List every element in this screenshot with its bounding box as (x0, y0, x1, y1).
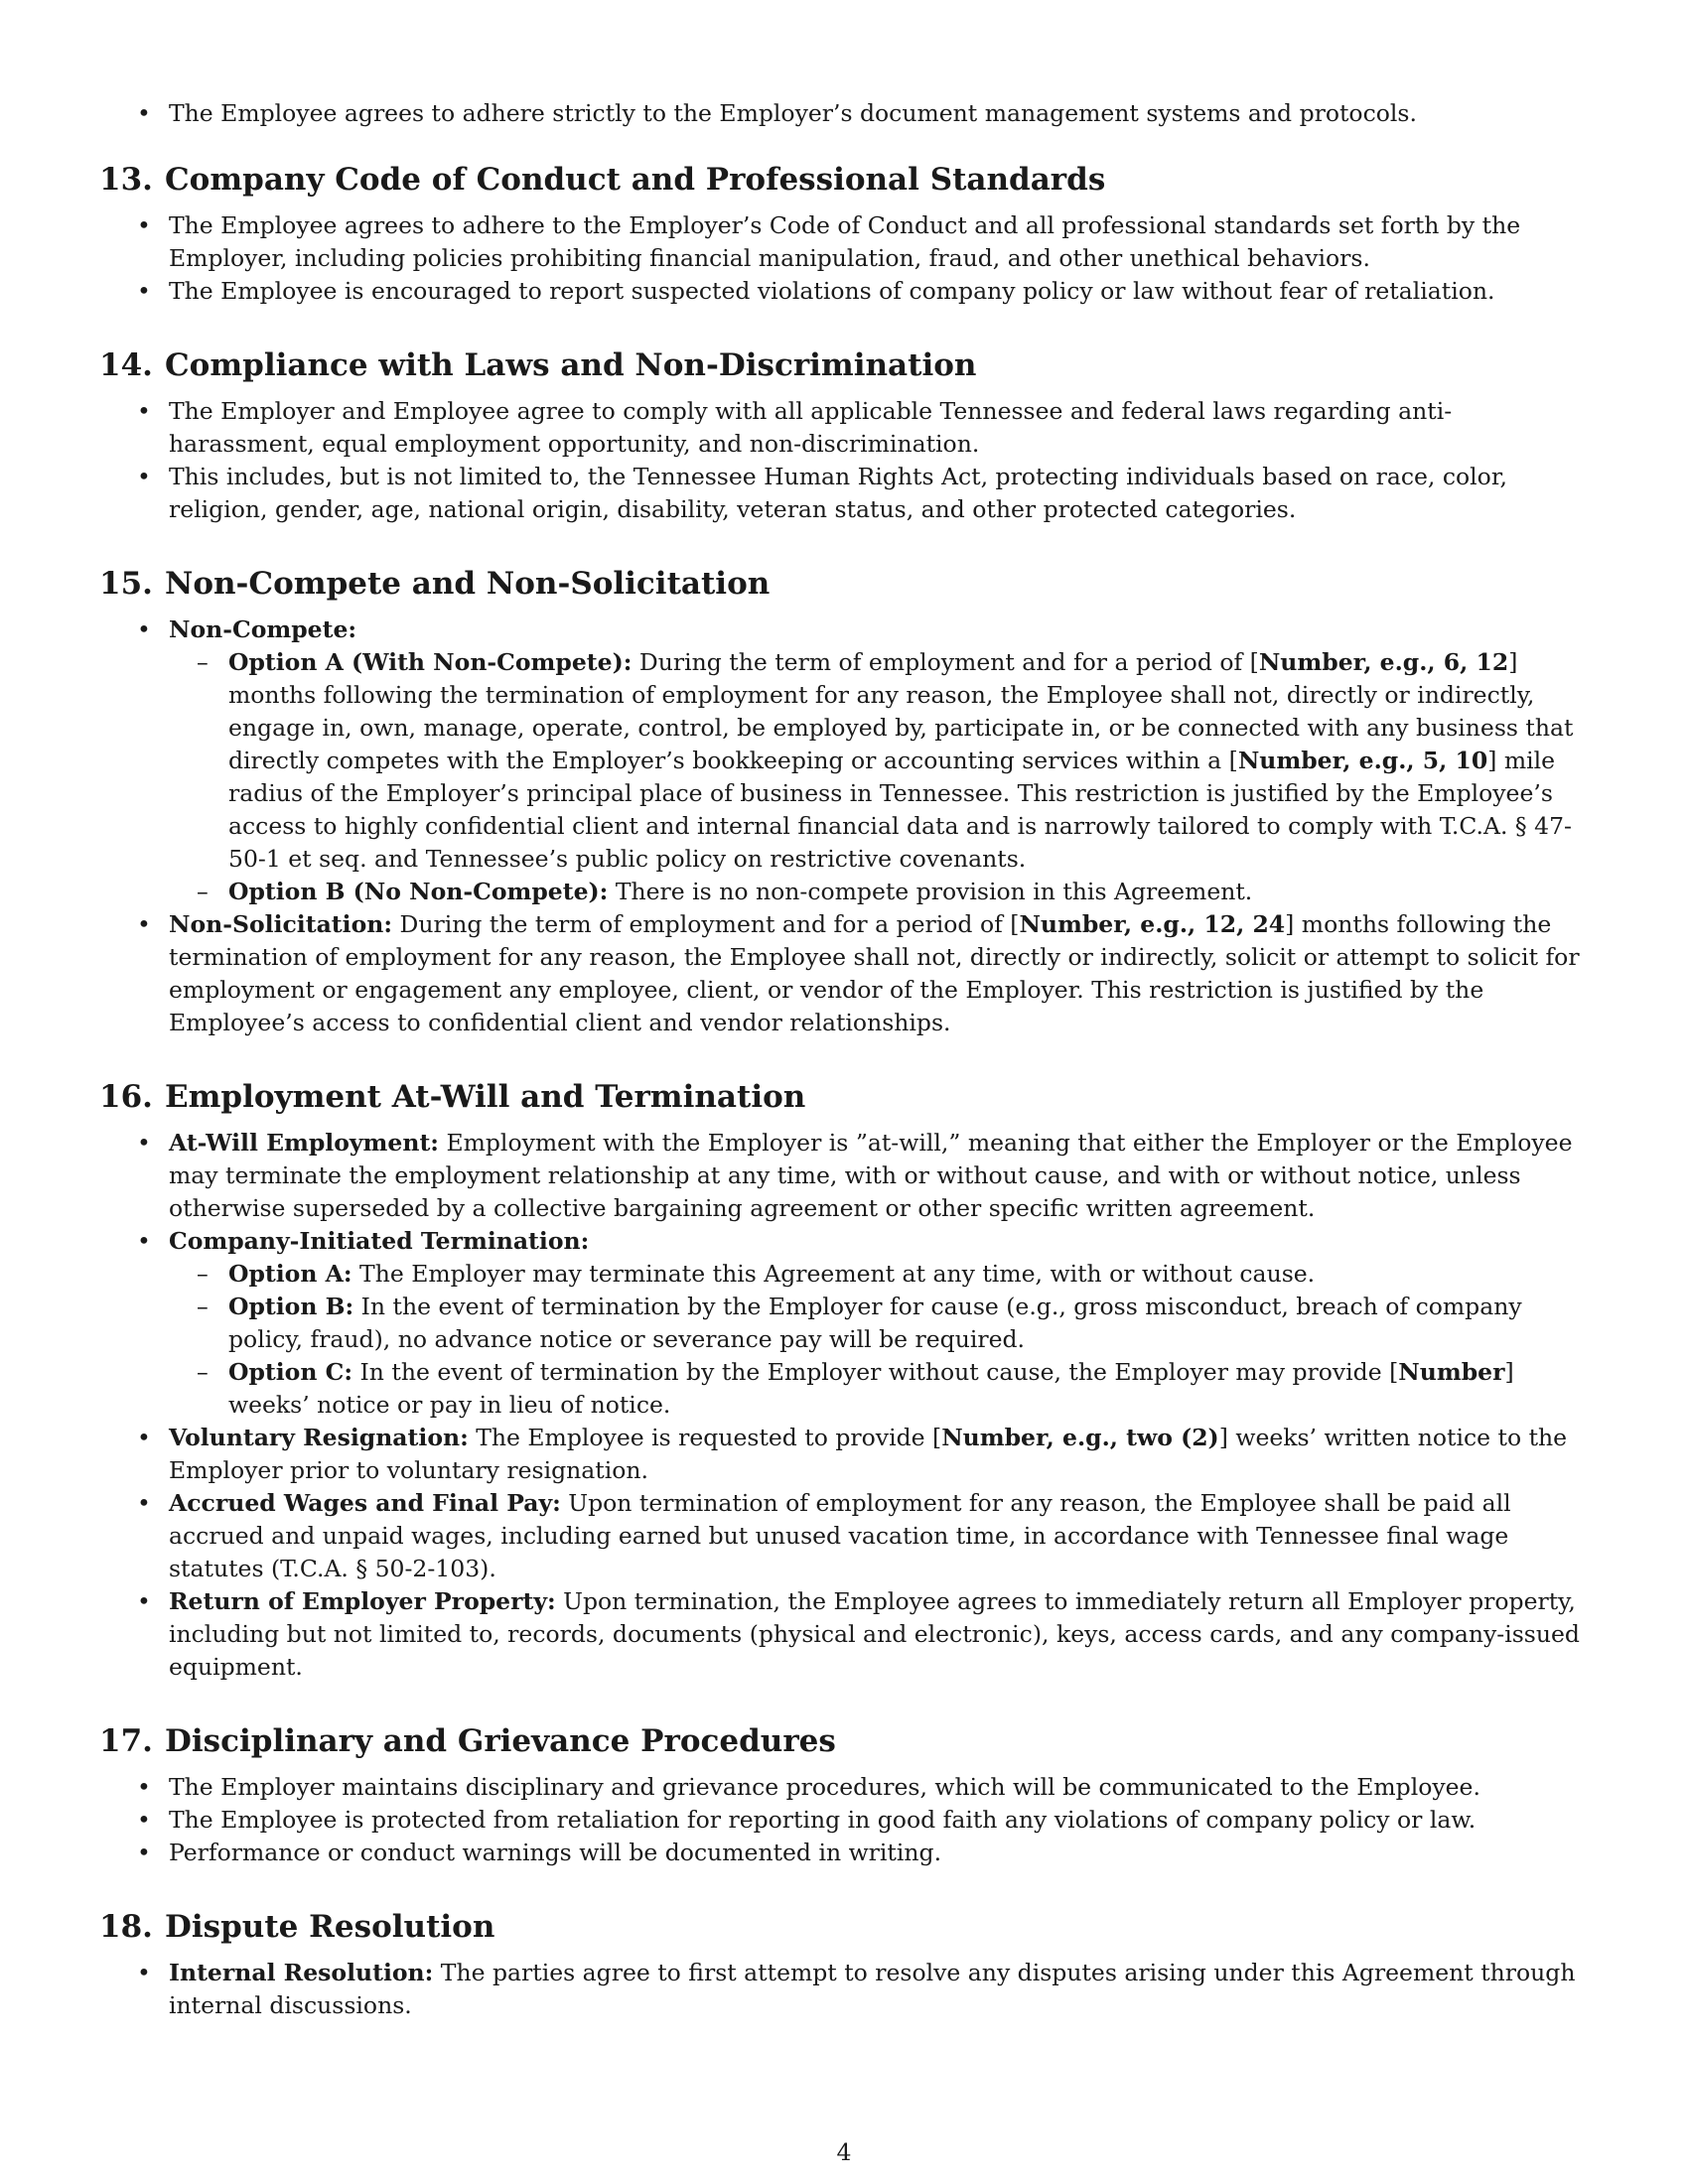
option-text: ] weeks’ notice or pay in lieu of notice. (228, 1358, 1514, 1419)
item-text: ] weeks’ written notice to the Employer prior to voluntary resignation. (169, 1424, 1568, 1484)
section-title: Compliance with Laws and Non-Discrimination (165, 347, 977, 383)
list-item-return-property (99, 1585, 1597, 1684)
section-18-list (99, 1957, 1597, 2022)
option-text: ] months following the termination of employment for any reason, the Employee shall not, directly or indirectly, engage in, own, manage, operate, control, be employed by, participate in, or be connected with any business that directly competes with the Employer’s bookkeeping or accounting services within a [ (228, 648, 1574, 774)
placeholder-value: Number, e.g., 12, 24 (1019, 910, 1286, 938)
section-title: Employment At-Will and Termination (165, 1079, 806, 1115)
option-text: ] mile radius of the Employer’s principal place of business in Tennessee. This restriction is justified by the Employee’s access to highly confidential client and internal financial data and is narrowly tailored to comply with T.C.A. § 47-50-1 et seq. and Tennessee’s public policy on restrictive covenants. (228, 747, 1572, 873)
section-14-list (99, 395, 1597, 526)
placeholder-value: Number, e.g., 5, 10 (1237, 747, 1488, 774)
item-text: The parties agree to first attempt to resolve any disputes arising under this Agreement through internal discussions. (169, 1959, 1576, 2019)
item-text: The Employee is requested to provide [ (468, 1424, 942, 1451)
sub-list-item-option-b (169, 876, 1597, 908)
section-heading-17 (99, 1721, 1597, 1761)
option-label: Option A: (228, 1260, 352, 1288)
option-label: Option C: (228, 1358, 353, 1386)
list-item-resignation (99, 1422, 1597, 1487)
section-13-list (99, 209, 1597, 308)
list-item: • The Employee agrees to adhere to the Employer’s Code of Conduct and all professional standards set forth by the Employer, including policies prohibiting financial manipulation, fraud, and other unethical behaviors. (99, 209, 1597, 275)
section-heading-18 (99, 1907, 1597, 1947)
list-item: • The Employer maintains disciplinary and grievance procedures, which will be communicated to the Employee. (99, 1771, 1597, 1804)
list-item: • This includes, but is not limited to, the Tennessee Human Rights Act, protecting individuals based on race, color, religion, gender, age, national origin, disability, veteran status, and other protected categories. (99, 461, 1597, 526)
option-text: During the term of employment and for a period of [ (632, 648, 1259, 676)
document-page (99, 97, 1597, 2022)
page-number: 4 (836, 2138, 852, 2166)
section-title: Disciplinary and Grievance Procedures (165, 1723, 836, 1759)
item-label: At-Will Employment: (169, 1129, 439, 1157)
section-number: 15. (99, 566, 153, 602)
item-label: Voluntary Resignation: (169, 1424, 469, 1451)
item-text: ] months following the termination of employment for any reason, the Employee shall not, directly or indirectly, solicit or attempt to solicit for employment or engagement any employee, client, or vendor of the Employer. This restriction is justified by the Employee’s access to confidential client and vendor relationships. (169, 910, 1580, 1036)
placeholder-value: Number, e.g., two (2) (941, 1424, 1219, 1451)
item-text: Upon termination of employment for any reason, the Employee shall be paid all accrued and unpaid wages, including earned but unused vacation time, in accordance with Tennessee final wage statutes (T.C.A. § 50-2-103). (169, 1489, 1511, 1582)
intro-bullet-list (99, 97, 1597, 130)
section-title: Company Code of Conduct and Professional Standards (165, 162, 1106, 198)
item-label: Internal Resolution: (169, 1959, 434, 1986)
list-item: • The Employer and Employee agree to comply with all applicable Tennessee and federal laws regarding anti-harassment, equal employment opportunity, and non-discrimination. (99, 395, 1597, 461)
item-text: During the term of employment and for a period of [ (392, 910, 1020, 938)
section-title: Non-Compete and Non-Solicitation (165, 566, 771, 602)
section-number: 13. (99, 162, 153, 198)
section-heading-16 (99, 1077, 1597, 1117)
section-number: 16. (99, 1079, 153, 1115)
placeholder-value: Number, e.g., 6, 12 (1258, 648, 1509, 676)
list-item-non-compete (99, 614, 1597, 908)
sub-list-item-option-a (169, 646, 1597, 876)
section-heading-15 (99, 564, 1597, 604)
option-text: In the event of termination by the Employer for cause (e.g., gross misconduct, breach of company policy, fraud), no advance notice or severance pay will be required. (228, 1293, 1522, 1353)
option-text: In the event of termination by the Employer without cause, the Employer may provide [ (352, 1358, 1399, 1386)
option-text: The Employer may terminate this Agreement at any time, with or without cause. (352, 1260, 1316, 1288)
section-15-list (99, 614, 1597, 1039)
non-compete-label: Non-Compete: (169, 615, 357, 643)
list-item: • Performance or conduct warnings will be documented in writing. (99, 1837, 1597, 1869)
item-text: Employment with the Employer is ”at-will,” meaning that either the Employer or the Employee may terminate the employment relationship at any time, with or without cause, and with or without notice, unless otherwise superseded by a collective bargaining agreement or other specific written agreement. (169, 1129, 1573, 1222)
list-item-internal-resolution (99, 1957, 1597, 2022)
section-number: 18. (99, 1909, 153, 1945)
item-label: Return of Employer Property: (169, 1587, 556, 1615)
section-number: 17. (99, 1723, 153, 1759)
section-16-list (99, 1127, 1597, 1684)
sub-list-item-option-b (169, 1291, 1597, 1356)
section-number: 14. (99, 347, 153, 383)
list-item-at-will (99, 1127, 1597, 1225)
option-label: Option A (With Non-Compete): (228, 648, 633, 676)
placeholder-value: Number (1398, 1358, 1505, 1386)
sub-list-item-option-c (169, 1356, 1597, 1422)
termination-options (169, 1258, 1597, 1422)
option-label: Option B: (228, 1293, 354, 1320)
non-compete-options (169, 646, 1597, 908)
list-item-non-solicitation (99, 908, 1597, 1039)
option-text: There is no non-compete provision in this Agreement. (608, 878, 1253, 905)
sub-list-item-option-a (169, 1258, 1597, 1291)
non-solicitation-label: Non-Solicitation: (169, 910, 393, 938)
list-item-final-pay (99, 1487, 1597, 1585)
item-text: Upon termination, the Employee agrees to immediately return all Employer property, including but not limited to, records, documents (physical and electronic), keys, access cards, and any company-issued equipment. (169, 1587, 1580, 1681)
section-heading-13 (99, 160, 1597, 200)
item-label: Company-Initiated Termination: (169, 1227, 590, 1255)
section-heading-14 (99, 345, 1597, 385)
list-item: • The Employee agrees to adhere strictly to the Employer’s document management systems and protocols. (99, 97, 1597, 130)
list-item: • The Employee is encouraged to report suspected violations of company policy or law without fear of retaliation. (99, 275, 1597, 308)
section-title: Dispute Resolution (165, 1909, 495, 1945)
list-item-company-termination (99, 1225, 1597, 1422)
option-label: Option B (No Non-Compete): (228, 878, 609, 905)
list-item: • The Employee is protected from retaliation for reporting in good faith any violations of company policy or law. (99, 1804, 1597, 1837)
section-17-list (99, 1771, 1597, 1869)
item-label: Accrued Wages and Final Pay: (169, 1489, 561, 1517)
